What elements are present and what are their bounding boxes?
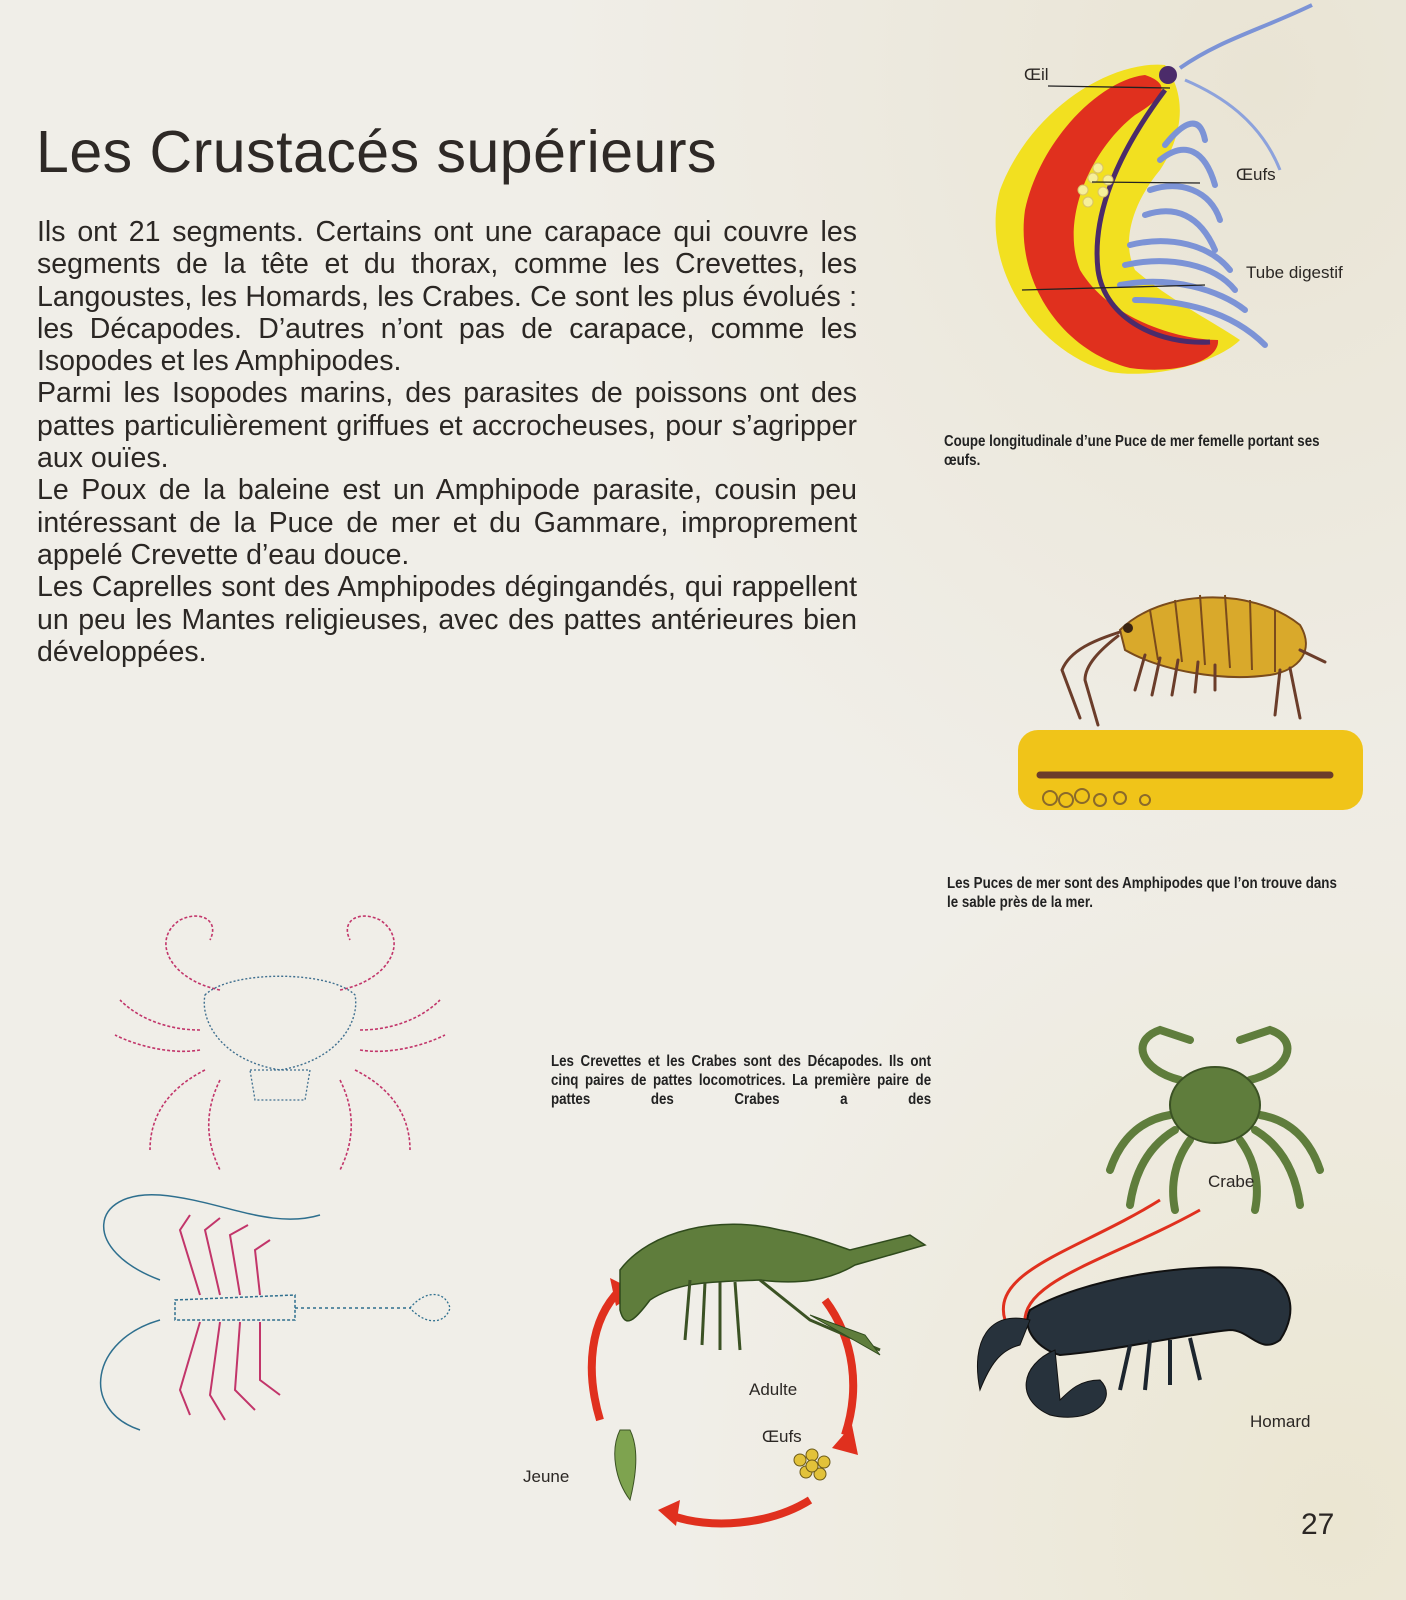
paragraph-poux-baleine: Le Poux de la baleine est un Amphipode parasite, cousin peu intéressant de la Puce de mer et du Gammare, improprement appelé Crevette d’eau douce. — [37, 474, 857, 571]
paragraph-isopodes: Parmi les Isopodes marins, des parasites de poissons ont des pattes particulièrement griffues et accrocheuses, pour s’agripper aux ouïes. — [37, 377, 857, 475]
label-adult: Adulte — [749, 1380, 798, 1399]
label-crab: Crabe — [1208, 1172, 1255, 1191]
label-gut: Tube digestif — [1246, 263, 1343, 282]
label-eye: Œil — [1024, 65, 1049, 84]
paragraph-caprelles: Les Caprelles sont des Amphipodes dégingandés, qui rappellent un peu les Mantes religieuses, avec des pattes antérieures bien développées. — [37, 571, 857, 668]
caption-section: Coupe longitudinale d’une Puce de mer femelle portant ses œufs. — [944, 433, 1320, 469]
lobster-illustration — [960, 1190, 1360, 1430]
page-number: 27 — [1301, 1508, 1335, 1541]
sand-hopper-section-illustration — [960, 0, 1406, 380]
caption-sand-hopper: Les Puces de mer sont des Amphipodes que l’on trouve dans le sable près de la mer. — [947, 875, 1337, 911]
sand-hopper-illustration — [1000, 570, 1380, 830]
body-text — [37, 216, 857, 668]
label-eggs-cycle: Œufs — [762, 1427, 802, 1446]
label-eggs-section: Œufs — [1236, 165, 1276, 184]
crab-line-drawing — [110, 910, 450, 1190]
langouste-line-drawing — [80, 1190, 460, 1430]
crayfish-life-cycle-illustration — [580, 1210, 940, 1540]
label-young: Jeune — [523, 1467, 570, 1486]
label-lobster: Homard — [1250, 1412, 1311, 1431]
caption-decapods: Les Crevettes et les Crabes sont des Décapodes. Ils ont cinq paires de pattes locomotrices. La première paire de pattes des Crabes a des — [551, 1053, 932, 1108]
page-title: Les Crustacés supérieurs — [36, 119, 717, 185]
paragraph-segments: Ils ont 21 segments. Certains ont une carapace qui couvre les segments de la tête et du thorax, comme les Crevettes, les Langoustes, les Homards, les Crabes. Ce sont les plus évolués : les Décapodes. D’autres n’ont pas de carapace, comme les Isopodes et les Amphipodes. — [37, 216, 857, 378]
